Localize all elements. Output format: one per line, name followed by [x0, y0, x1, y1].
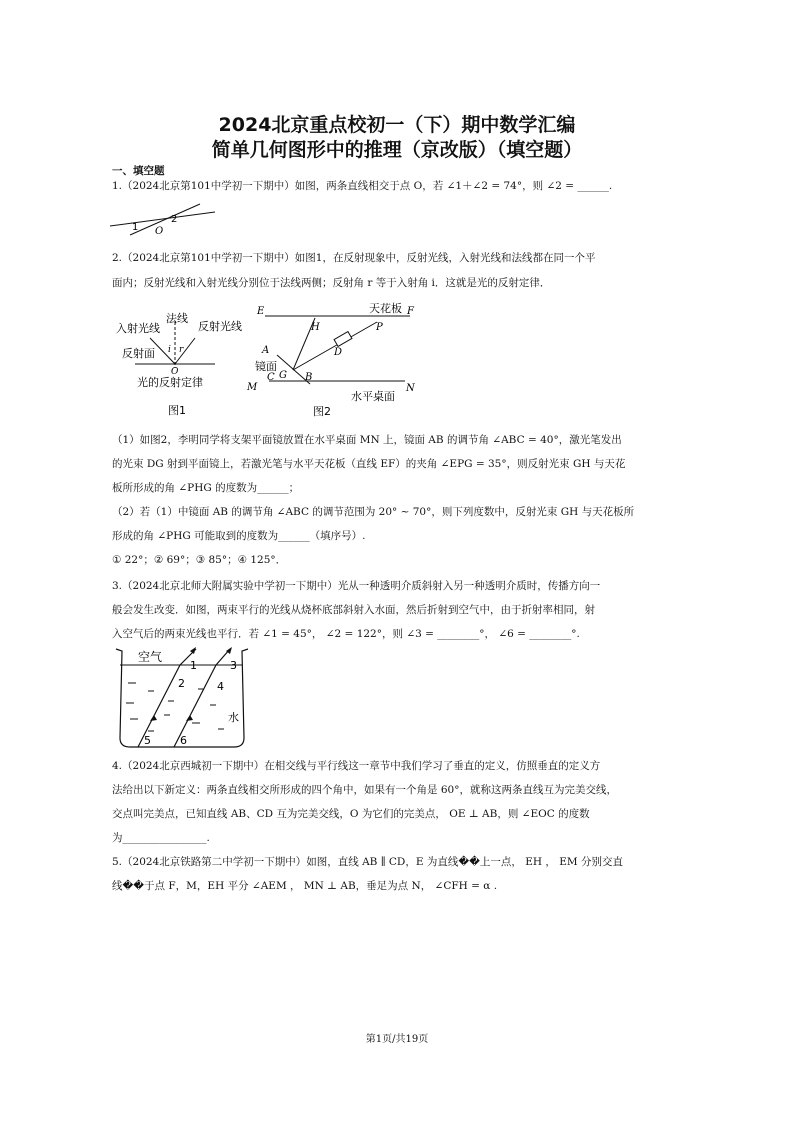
point-m-label: M [247, 382, 258, 393]
mirror-laser-figure [245, 300, 425, 425]
point-c-label: C [267, 372, 275, 383]
question-3-line1: 3.（2024北京北师大附属实验中学初一下期中）光从一种透明介质斜射入另一种透明介质时，传播方向一 [112, 580, 601, 592]
question-3-line3: 入空气后的两束光线也平行．若 ∠1 = 45°， ∠2 = 122°，则 ∠3 = ________°， ∠6 = ________°. [112, 628, 580, 640]
question-2-line1: 2.（2024北京第101中学初一下期中）如图1，在反射现象中，反射光线，入射光线和法线都在同一个平 [112, 252, 596, 264]
question-4-line3: 交点叫完美点，已知直线 AB、CD 互为完美交线，O 为它们的完美点， OE ⊥ AB，则 ∠EOC 的度数 [112, 808, 590, 820]
angle-2-label: 2 [178, 677, 185, 690]
question-2-part2-line2: 形成的角 ∠PHG 可能取到的度数为______（填序号）. [112, 530, 366, 542]
mirror-label: 镜面 [255, 360, 277, 373]
point-p-label: P [376, 322, 383, 333]
point-o-label: O [155, 226, 164, 237]
angle-r-label: r [179, 345, 184, 355]
angle-4-label: 4 [217, 680, 224, 693]
angle-1-label: 1 [190, 659, 197, 672]
doc-title-line2: 简单几何图形中的推理（京改版）（填空题） [211, 139, 583, 161]
point-a-label: A [262, 345, 270, 356]
question-4-line1: 4.（2024北京西城初一下期中）在相交线与平行线这一章节中我们学习了垂直的定义，仿照垂直的定义方 [112, 760, 601, 772]
doc-title-line1: 2024北京重点校初一（下）期中数学汇编 [218, 114, 576, 136]
reflecting-surface-label: 反射面 [122, 347, 155, 360]
question-4-line4: 为________________. [112, 832, 210, 844]
point-h-label: H [311, 322, 320, 333]
point-g-label: G [279, 370, 287, 381]
point-o-label: O [171, 367, 179, 377]
incident-ray-label: 入射光线 [116, 322, 160, 335]
angle-3-label: 3 [230, 659, 237, 672]
air-label: 空气 [138, 650, 163, 664]
question-4-line2: 法给出以下新定义：两条直线相交所形成的四个角中，如果有一个角是 60°，就称这两条直线互为完美交线， [112, 784, 617, 796]
question-2-part1-line1: （1）如图2，李明同学将支架平面镜放置在水平桌面 MN 上，镜面 AB 的调节角 ∠ABC = 40°，激光笔发出 [112, 434, 622, 446]
water-label: 水 [228, 711, 239, 724]
point-f-label: F [407, 306, 414, 317]
intersecting-lines-figure [105, 200, 225, 240]
question-1: 1.（2024北京第101中学初一下期中）如图，两条直线相交于点 O，若 ∠1＋∠2 = 74°，则 ∠2 = ______. [112, 180, 613, 192]
figure-2-caption: 图2 [313, 405, 331, 418]
angle-1-label: 1 [132, 222, 139, 233]
question-2-part1-line3: 板所形成的角 ∠PHG 的度数为______； [112, 482, 300, 494]
beaker-light-figure [108, 643, 258, 753]
figure-1-caption: 图1 [168, 404, 186, 417]
point-n-label: N [406, 383, 415, 394]
question-2-part1-line2: 的光束 DG 射到平面镜上，若激光笔与水平天花板（直线 EF）的夹角 ∠EPG = 35°，则反射光束 GH 与天花 [112, 458, 626, 470]
desk-label: 水平桌面 [351, 390, 395, 403]
question-3-line2: 般会发生改变．如图，两束平行的光线从烧杯底部斜射入水面，然后折射到空气中，由于折射率相同，射 [112, 604, 595, 616]
page-footer: 第1页/共19页 [365, 1034, 429, 1045]
question-2-part2-line1: （2）若（1）中镜面 AB 的调节角 ∠ABC 的调节范围为 20° ~ 70°，则下列度数中，反射光束 GH 与天花板所 [112, 506, 635, 518]
section-heading: 一、填空题 [112, 165, 165, 177]
question-5-line2: 线��于点 F，M，EH 平分 ∠AEM ， MN ⊥ AB，垂足为点 N， ∠CFH = α . [112, 880, 498, 892]
question-2-line2: 面内；反射光线和入射光线分别位于法线两侧；反射角 r 等于入射角 i．这就是光的反射定律． [112, 277, 551, 289]
question-5-line1: 5.（2024北京铁路第二中学初一下期中）如图，直线 AB ∥ CD，E 为直线��上一点， EH ， EM 分别交直 [112, 856, 623, 868]
ceiling-label: 天花板 [369, 302, 402, 315]
reflected-ray-label: 反射光线 [198, 320, 242, 333]
question-2-options: ① 22°；② 69°；③ 85°；④ 125°． [112, 554, 287, 566]
angle-6-label: 6 [180, 734, 187, 747]
reflection-law-caption: 光的反射定律 [137, 376, 203, 389]
normal-line-label: 法线 [166, 312, 188, 325]
point-d-label: D [334, 347, 343, 358]
point-b-label: B [305, 372, 313, 383]
angle-i-label: i [168, 345, 171, 355]
angle-2-label: 2 [171, 214, 178, 225]
angle-5-label: 5 [144, 734, 151, 747]
point-e-label: E [257, 306, 265, 317]
